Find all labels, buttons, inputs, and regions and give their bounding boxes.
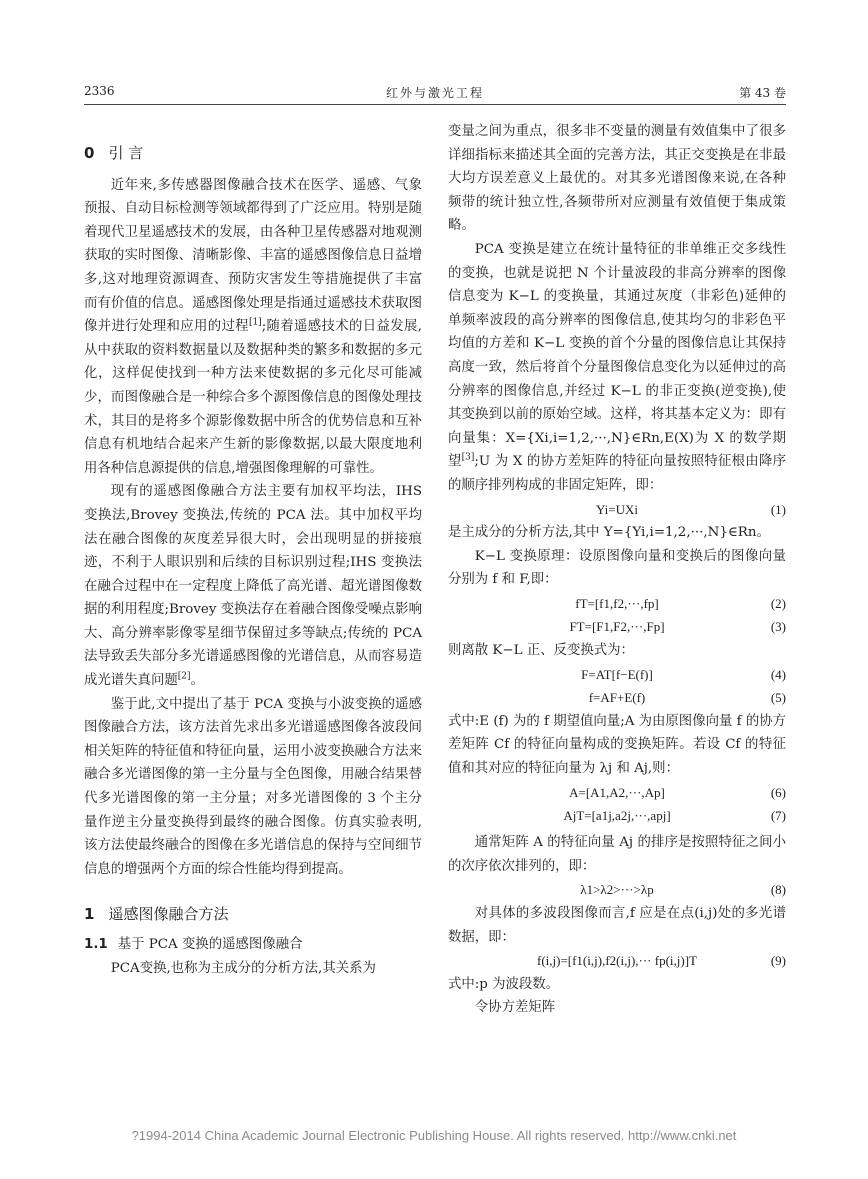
citation-ref-1: [1] (248, 317, 262, 328)
intro-paragraph-3: 鉴于此,文中提出了基于 PCA 变换与小波变换的遥感图像融合方法，该方法首先求出多光谱遥感图像各波段间相关矩阵的特征值和特征向量，运用小波变换融合方法来融合多光谱图像的第一主分量与全色图像，用融合结果替代多光谱图像的第一主分量；对多光谱图像的 3 个主分量作逆主分量变换得到最终的融合图像。仿真实验表明,该方法使最终融合的图像在多光谱信息的保持与空间细节信息的增强两个方面的综合性能均得到提高。 (84, 696, 422, 877)
copyright-footer: ?1994-2014 China Academic Journal Electronic Publishing House. All rights reserved. http://www.cnki.net (131, 1128, 737, 1143)
intro-p1-text-a: 近年来,多传感器图像融合技术在医学、遥感、气象预报、自动目标检测等领域都得到了广泛应用。特别是随着现代卫星遥感技术的发展，由各种卫星传感器对地观测获取的实时图像、清晰影像、丰富的遥感图像信息日益增多,这对地理资源调查、预防灾害发生等措施提供了丰富而有价值的信息。遥感图像处理是指通过遥感技术获取图像并进行处理和应用的过程 (84, 177, 422, 335)
equation-9-body: f(i,j)=[f1(i,j),f2(i,j),··· fp(i,j)]T (536, 953, 697, 969)
header-divider (84, 104, 786, 105)
right-paragraph-4: 则离散 K−L 正、反变换式为： (448, 643, 634, 659)
intro-heading-number: 0 (84, 144, 95, 162)
page-number: 2336 (84, 84, 115, 98)
equation-2-body: fT=[f1,f2,···,fp] (575, 595, 659, 611)
journal-title: 红外与激光工程 (385, 86, 484, 100)
section-1-title: 遥感图像融合方法 (108, 905, 229, 924)
equation-6-number: (6) (770, 784, 786, 800)
page-header (84, 84, 786, 104)
citation-ref-2: [2] (177, 671, 191, 682)
section-1-number: 1 (84, 905, 95, 924)
intro-p2-text-b: 。 (190, 673, 204, 689)
equation-9 (448, 949, 786, 973)
right-paragraph-9: 令协方差矩阵 (474, 1000, 556, 1016)
section-1-heading (84, 903, 422, 927)
right-paragraph-0: 变量之间为重点，很多非不变量的测量有效值集中了很多详细指标来描述其全面的完善方法，其正交变换是在非最大均方误差意义上最优的。对其多光谱图像来说,在各种频带的统计独立性,各频带所对应测量有效值便于集成策略。 (448, 124, 786, 234)
equation-8-number: (8) (770, 882, 786, 898)
equation-4-body: F=AT[f−E(f)] (581, 666, 653, 682)
equation-7 (448, 804, 786, 831)
equation-6-body: A=[A1,A2,···,Ap] (569, 784, 665, 800)
equation-4-number: (4) (770, 666, 786, 682)
intro-p1-text-b: ;随着遥感技术的日益发展,从中获取的资料数据量以及数据种类的繁多和数据的多元化，这样促使找到一种方法来使数据的多元化尽可能减少，而图像融合是一种综合多个源图像信息的图像处理技术，其目的是将多个源影像数据中所含的优势信息和互补信息有机地结合起来产生新的影像数据,以最大限度地利用各种信息源提供的信息,增强图像理解的可靠性。 (84, 319, 422, 476)
right-paragraph-6: 通常矩阵 A 的特征向量 Aj 的排序是按照特征之间小的次序依次排列的，即： (448, 835, 786, 874)
right-column (448, 120, 786, 1020)
equation-3 (448, 615, 786, 639)
intro-paragraph-1 (84, 174, 422, 481)
subsection-1-1-heading (84, 933, 422, 957)
intro-p2-text-a: 现有的遥感图像融合方法主要有加权平均法，IHS 变换法,Brovey 变换法,传统的 PCA 法。其中加权平均法在融合图像的灰度差异很大时，会出现明显的拼接痕迹，不利于人眼识别和后续的目标识别过程;IHS 变换法在融合过程中在一定程度上降低了高光谱、超光谱图像数据的利用程度;Brovey 变换法存在着融合图像受噪点影响大、高分辨率影像零星细节保留过多等缺点;传统的 PCA 法导致丢失部分多光谱遥感图像的光谱信息，从而容易造成光谱失真问题 (84, 484, 422, 689)
volume-label: 第 43 卷 (739, 86, 786, 100)
citation-ref-3: [3] (461, 452, 475, 463)
equation-3-body: FT=[F1,F2,···,Fp] (569, 619, 665, 635)
equation-5-body: f=AF+E(f) (588, 690, 646, 706)
right-paragraph-2: 是主成分的分析方法,其中 Y={Yi,i=1,2,···,N}∈Rn。 (448, 525, 770, 541)
right-paragraph-8: 式中:p 为波段数。 (448, 976, 560, 992)
equation-2-number: (2) (770, 595, 786, 611)
intro-heading (84, 142, 422, 166)
right-paragraph-1 (448, 238, 786, 498)
equation-5-number: (5) (770, 690, 786, 706)
equation-1-number: (1) (770, 501, 786, 517)
equation-2 (448, 592, 786, 616)
subsection-1-1-title: 基于 PCA 变换的遥感图像融合 (117, 937, 303, 952)
equation-6 (448, 781, 786, 805)
equation-1 (448, 498, 786, 522)
right-paragraph-5: 式中:E (f) 为的 f 期望值向量;A 为由原图像向量 f 的协方差矩阵 Cf 的特征向量构成的变换矩阵。若设 Cf 的特征值和其对应的特征向量为 λj 和 Aj,则： (448, 713, 787, 777)
section-1-paragraph-1: PCA变换,也称为主成分的分析方法,其关系为 (110, 960, 376, 976)
right-paragraph-7: 对具体的多波段图像而言,f 应是在点(i,j)处的多光谱数据，即： (448, 906, 786, 945)
equation-5 (448, 686, 786, 710)
equation-7-body: AjT=[a1j,a2j,···,apj] (563, 808, 671, 824)
right-p1-text-b: ;U 为 X 的协方差矩阵的特征向量按照特征根由降序的顺序排列构成的非固定矩阵，即： (448, 454, 786, 493)
right-p1-text-a: PCA 变换是建立在统计量特征的非单维正交多线性的变换，也就是说把 N 个计量波段的非高分辨率的图像信息变为 K−L 的变换量，其通过灰度（非彩色)延伸的单频率波段的高分辨率的图像信息,使其均匀的非彩色平均值的方差和 K−L 变换的首个分量的图像信息让其保持高度一致，然后将首个分量图像信息变化为以延伸过的高分辨率的图像信息,并经过 K−L 的非正变换(逆变换),使其变换到以前的原始空域。这样，将其基本定义为：即有向量集：X={Xi,i=1,2,···,N}∈Rn,E(X)为 X 的数学期望 (448, 241, 786, 470)
equation-7-number: (7) (770, 808, 786, 824)
intro-heading-title: 引 言 (108, 144, 144, 162)
equation-3-number: (3) (770, 619, 786, 635)
subsection-1-1-number: 1.1 (84, 937, 108, 952)
right-paragraph-3: K−L 变换原理：设原图像向量和变换后的图像向量分别为 f 和 F,即： (448, 548, 786, 588)
equation-4 (448, 663, 786, 687)
equation-8 (448, 878, 786, 902)
equation-9-number: (9) (770, 953, 786, 969)
intro-paragraph-2 (84, 480, 422, 692)
left-column (84, 120, 422, 980)
equation-1-body: Yi=UXi (595, 501, 638, 517)
equation-8-body: λ1>λ2>···>λp (580, 882, 654, 898)
